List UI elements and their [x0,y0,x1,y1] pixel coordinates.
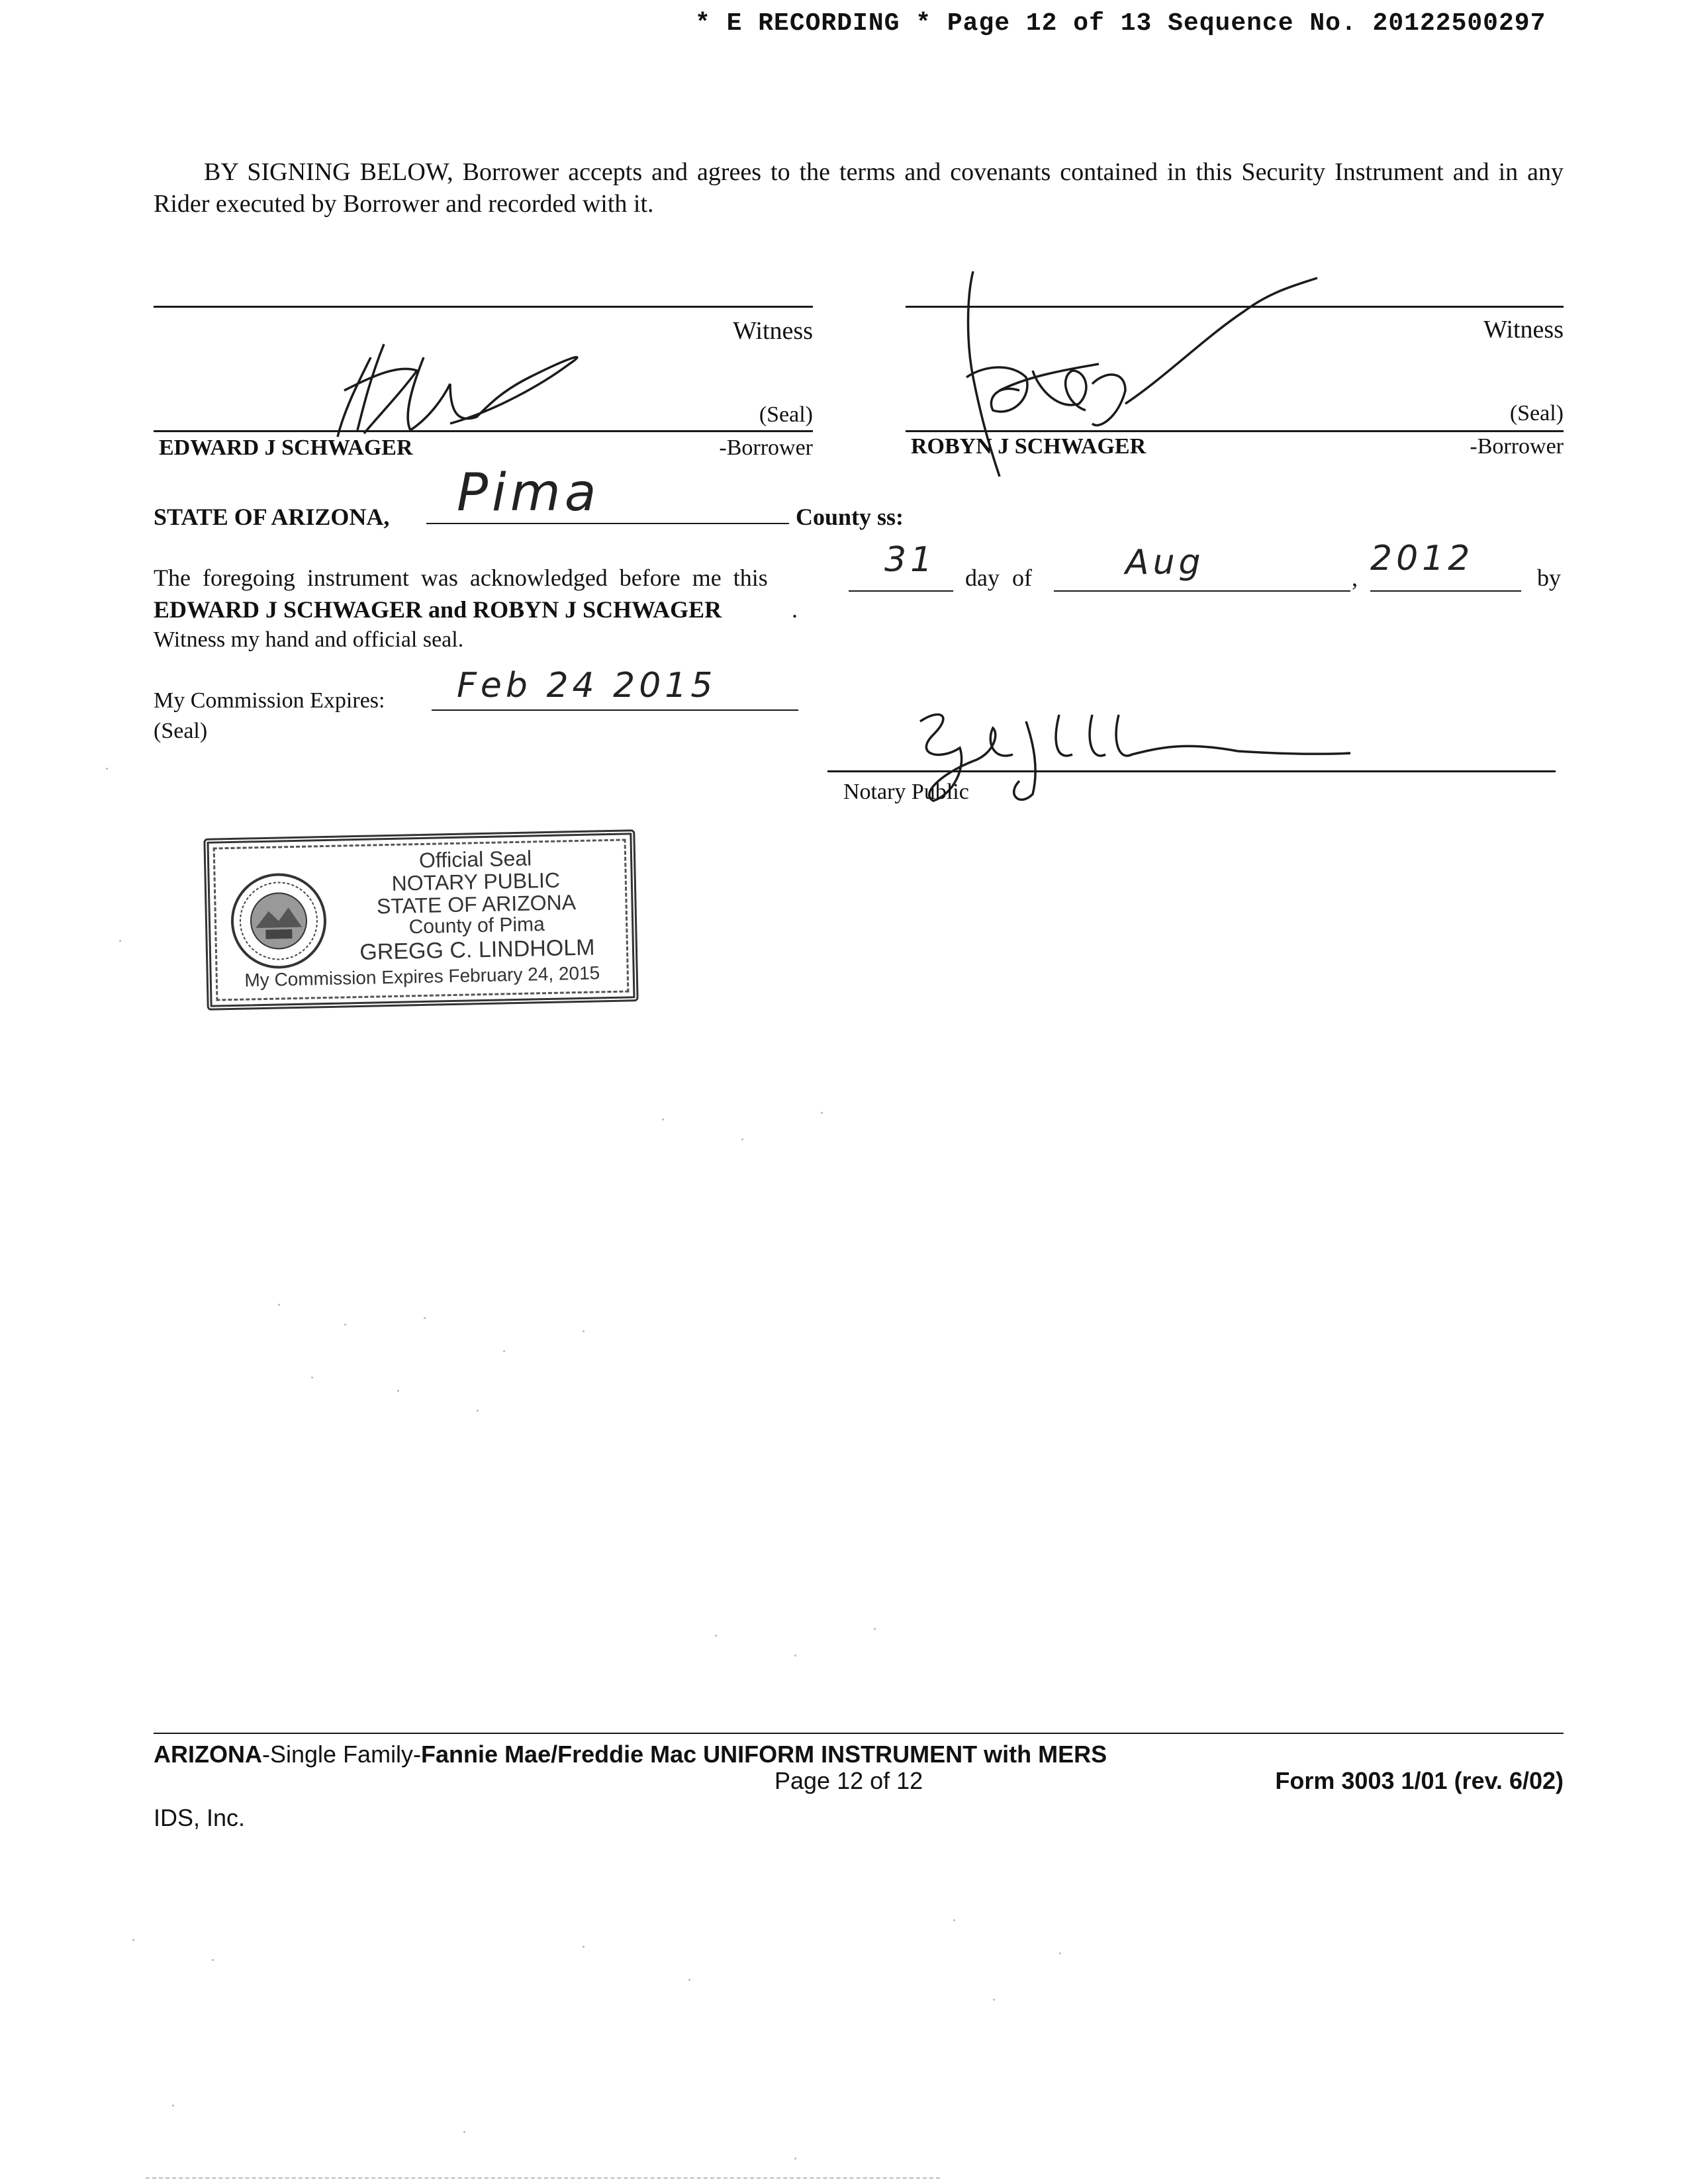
day-of: day of [965,565,1032,591]
state-label: STATE OF ARIZONA, [154,504,390,530]
witness-line-left [154,306,813,308]
scan-edge-bottom [146,2177,940,2179]
day-line [849,590,953,592]
comma: , [1352,565,1358,591]
by-label: by [1537,565,1561,591]
notary-label: Notary Public [843,780,969,804]
recording-header: * E RECORDING * Page 12 of 13 Sequence No. 20122500297 [695,9,1546,38]
month-line [1054,590,1350,592]
day-handwritten: 31 [884,540,937,580]
witness-label-right: Witness [1483,316,1564,343]
footer-form-title: Fannie Mae/Freddie Mac UNIFORM INSTRUMENT with MERS [421,1741,1107,1768]
borrower-role-right: -Borrower [1470,434,1564,459]
month-handwritten: Aug [1125,543,1205,582]
notary-line [827,770,1556,772]
seal-label-left: (Seal) [759,402,813,427]
seal-label-right: (Seal) [1509,401,1564,426]
seal-placeholder: (Seal) [154,719,208,743]
notary-stamp [203,829,638,1011]
intro-text: BY SIGNING BELOW, Borrower accepts and agrees to the terms and covenants contained in this Security Instrument and in any Rider executed by Borrower and recorded with it. [154,158,1564,218]
commission-handwritten: Feb 24 2015 [457,666,717,705]
stamp-line-1: Official Seal [418,846,532,873]
footer-page: Page 12 of 12 [774,1767,923,1794]
stamp-line-2: NOTARY PUBLIC [391,868,561,895]
parties: EDWARD J SCHWAGER and ROBYN J SCHWAGER [154,596,722,623]
county-line [426,523,789,524]
intro-paragraph [154,156,1564,220]
footer-form-number: Form 3003 1/01 (rev. 6/02) [1275,1767,1564,1794]
stamp-line-5: GREGG C. LINDHOLM [359,934,595,965]
witness-label-left: Witness [733,317,813,345]
footer-title [154,1741,1107,1768]
county-suffix: County ss: [796,504,904,530]
borrower-role-left: -Borrower [719,435,813,460]
footer-state: ARIZONA [154,1741,262,1768]
county-handwritten: Pima [457,463,600,523]
footer-vendor: IDS, Inc. [154,1804,246,1831]
commission-line [432,709,798,711]
commission-label: My Commission Expires: [154,688,385,713]
footer-rule [154,1733,1564,1734]
year-line [1370,590,1521,592]
footer-form-prefix: -Single Family- [262,1741,422,1768]
parties-period: . [792,596,798,623]
signature-edward [278,318,609,450]
stamp-line-3: STATE OF ARIZONA [376,890,577,919]
arizona-seal-emblem [228,870,329,972]
year-handwritten: 2012 [1370,539,1474,578]
witness-hand-line: Witness my hand and official seal. [154,627,464,652]
borrower-name-edward: EDWARD J SCHWAGER [159,435,413,460]
borrower-name-robyn: ROBYN J SCHWAGER [911,434,1147,459]
stamp-line-6: My Commission Expires February 24, 2015 [244,962,600,991]
stamp-line-4: County of Pima [408,913,545,938]
ack-text: The foregoing instrument was acknowledged before me this [154,565,768,591]
